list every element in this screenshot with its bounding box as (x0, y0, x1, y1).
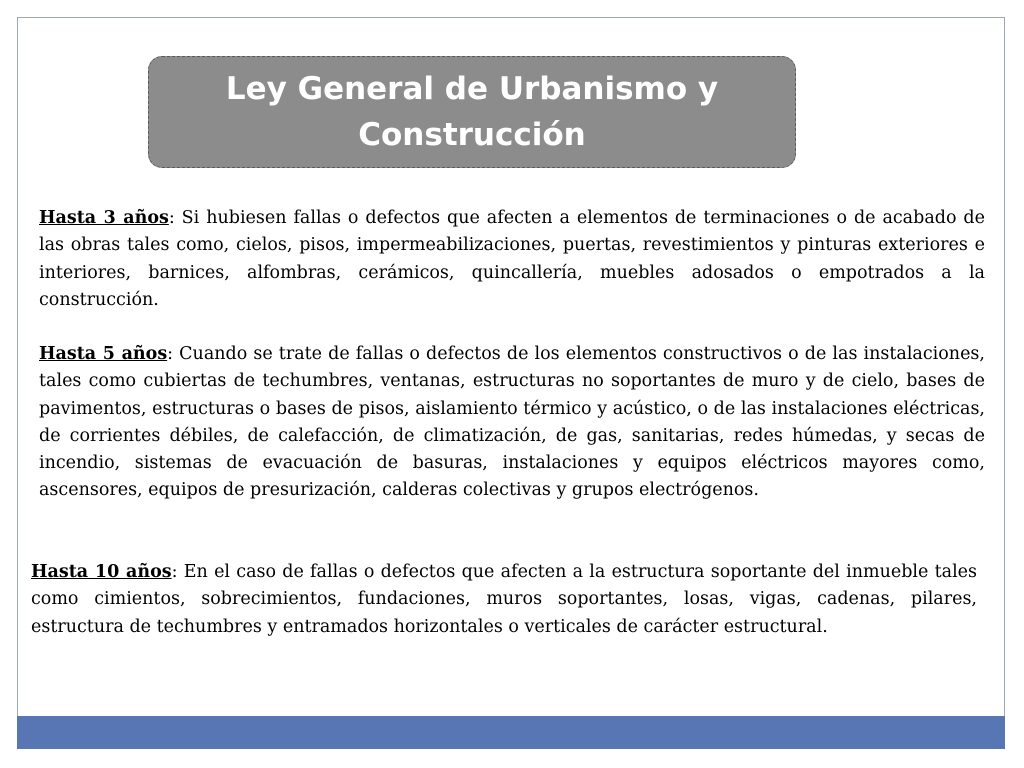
paragraph-body: : En el caso de fallas o defectos que afecten a la estructura soportante del inmueble tales como cimientos, sobrecimientos, fundaciones, muros soportantes, losas, vigas, cadenas, pilares, estructura de techumbres y entramados horizontales o verticales de carácter estructural. (31, 562, 977, 637)
title-box (148, 56, 796, 168)
paragraph-lead: Hasta 3 años (39, 208, 169, 228)
paragraph-lead: Hasta 5 años (39, 344, 168, 364)
slide-title: Ley General de Urbanismo y Construcción (225, 71, 719, 153)
bottom-accent-bar (17, 716, 1005, 749)
paragraph-lead: Hasta 10 años (31, 562, 172, 582)
paragraph-10-years (31, 559, 977, 641)
paragraph-3-years (39, 205, 985, 314)
paragraph-body: : Cuando se trate de fallas o defectos de los elementos constructivos o de las instalaciones, tales como cubiertas de techumbres, ventanas, estructuras no soportantes de muro y de cielo, bases de pavimentos, estructuras o bases de pisos, aislamiento térmico y acústico, o de las instalaciones eléctricas, de corrientes débiles, de calefacción, de climatización, de gas, sanitarias, redes húmedas, y secas de incendio, sistemas de evacuación de basuras, instalaciones y equipos eléctricos mayores como, ascensores, equipos de presurización, calderas colectivas y grupos electrógenos. (39, 344, 985, 501)
paragraph-body: : Si hubiesen fallas o defectos que afecten a elementos de terminaciones o de acabado de las obras tales como, cielos, pisos, impermeabilizaciones, puertas, revestimientos y pinturas exteriores e interiores, barnices, alfombras, cerámicos, quincallería, muebles adosados o empotrados a la construcción. (39, 208, 985, 310)
paragraph-5-years (39, 341, 985, 505)
